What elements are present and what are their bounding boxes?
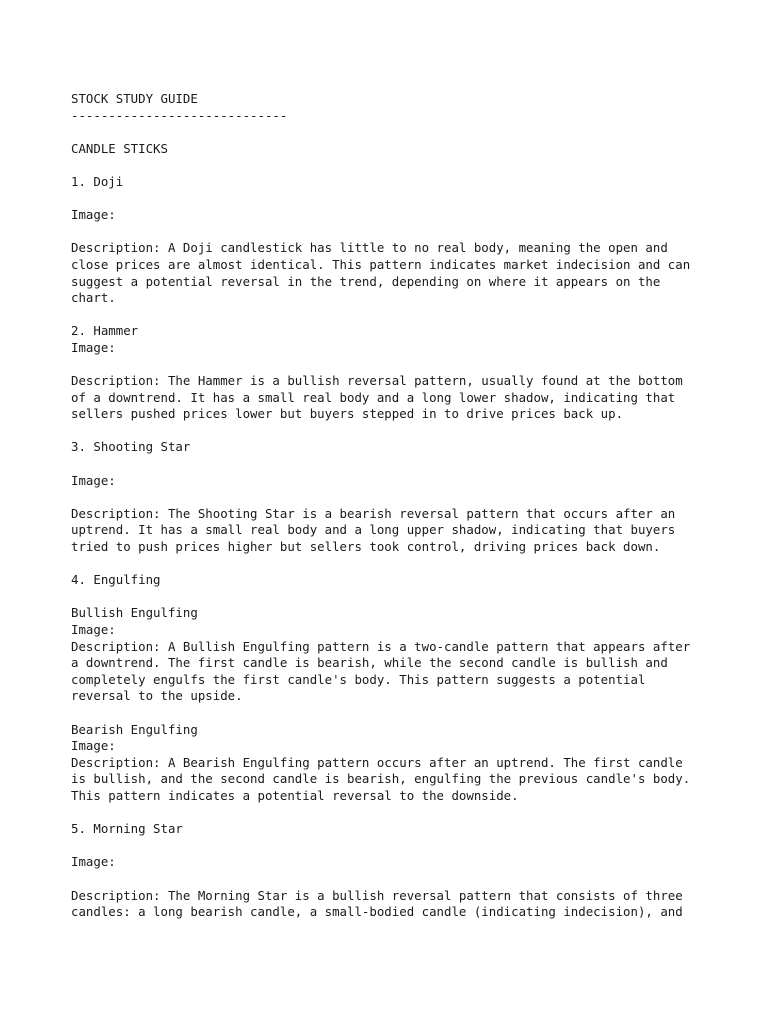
blank-line — [71, 124, 731, 141]
item-heading-engulfing: 4. Engulfing — [71, 572, 161, 588]
subitem-heading-bearish-engulfing: Bearish Engulfing — [71, 721, 198, 737]
blank-line — [71, 489, 731, 506]
blank-line — [71, 871, 731, 888]
blank-line — [71, 357, 731, 374]
description-line: is bullish, and the second candle is bearish, engulfing the previous candle's body. — [71, 771, 691, 787]
image-label: Image: — [71, 622, 116, 637]
blank-line — [71, 224, 731, 241]
item-heading-hammer: 2. Hammer — [71, 323, 139, 339]
document-page — [71, 91, 731, 921]
description-line: This pattern indicates a potential reversal to the downside. — [71, 787, 519, 803]
description-line: suggest a potential reversal in the trend, depending on where it appears on the — [71, 273, 661, 289]
blank-line — [71, 805, 731, 822]
blank-line — [71, 838, 731, 855]
title-rule: ----------------------------- — [71, 107, 288, 123]
description-line: Description: The Hammer is a bullish reversal pattern, usually found at the bottom — [71, 373, 683, 389]
description-line: Description: A Bullish Engulfing pattern is a two-candle pattern that appears after — [71, 638, 691, 654]
blank-line — [71, 423, 731, 440]
description-line: sellers pushed prices lower but buyers stepped in to drive prices back up. — [71, 406, 624, 422]
description-line: tried to push prices higher but sellers took control, driving prices back down. — [71, 539, 661, 555]
image-label: Image: — [71, 854, 116, 870]
description-line: Description: The Morning Star is a bullish reversal pattern that consists of three — [71, 887, 683, 903]
description-line: Description: A Doji candlestick has little to no real body, meaning the open and — [71, 240, 668, 256]
blank-line — [71, 556, 731, 573]
item-heading-shooting-star: 3. Shooting Star — [71, 439, 191, 455]
description-line: Description: A Bearish Engulfing pattern occurs after an uptrend. The first candle — [71, 754, 683, 770]
blank-line — [71, 307, 731, 324]
description-line: reversal to the upside. — [71, 688, 243, 704]
description-line: uptrend. It has a small real body and a long upper shadow, indicating that buyers — [71, 522, 676, 538]
image-label: Image: — [71, 738, 116, 754]
description-line: chart. — [71, 290, 116, 306]
document-title: STOCK STUDY GUIDE — [71, 91, 198, 106]
blank-line — [71, 705, 731, 722]
description-line: of a downtrend. It has a small real body and a long lower shadow, indicating that — [71, 389, 676, 405]
blank-line — [71, 456, 731, 473]
description-line: candles: a long bearish candle, a small-bodied candle (indicating indecision), and — [71, 904, 683, 920]
item-heading-morning-star: 5. Morning Star — [71, 821, 183, 837]
section-heading: CANDLE STICKS — [71, 140, 168, 156]
description-line: a downtrend. The first candle is bearish, while the second candle is bullish and — [71, 655, 668, 671]
description-line: Description: The Shooting Star is a bearish reversal pattern that occurs after an — [71, 505, 676, 521]
item-heading-doji: 1. Doji — [71, 173, 124, 189]
image-label: Image: — [71, 207, 116, 223]
image-label: Image: — [71, 339, 116, 355]
description-line: completely engulfs the first candle's body. This pattern suggests a potential — [71, 671, 646, 687]
blank-line — [71, 191, 731, 208]
blank-line — [71, 589, 731, 606]
blank-line — [71, 157, 731, 174]
image-label: Image: — [71, 472, 116, 488]
subitem-heading-bullish-engulfing: Bullish Engulfing — [71, 605, 198, 621]
description-line: close prices are almost identical. This pattern indicates market indecision and can — [71, 256, 691, 272]
